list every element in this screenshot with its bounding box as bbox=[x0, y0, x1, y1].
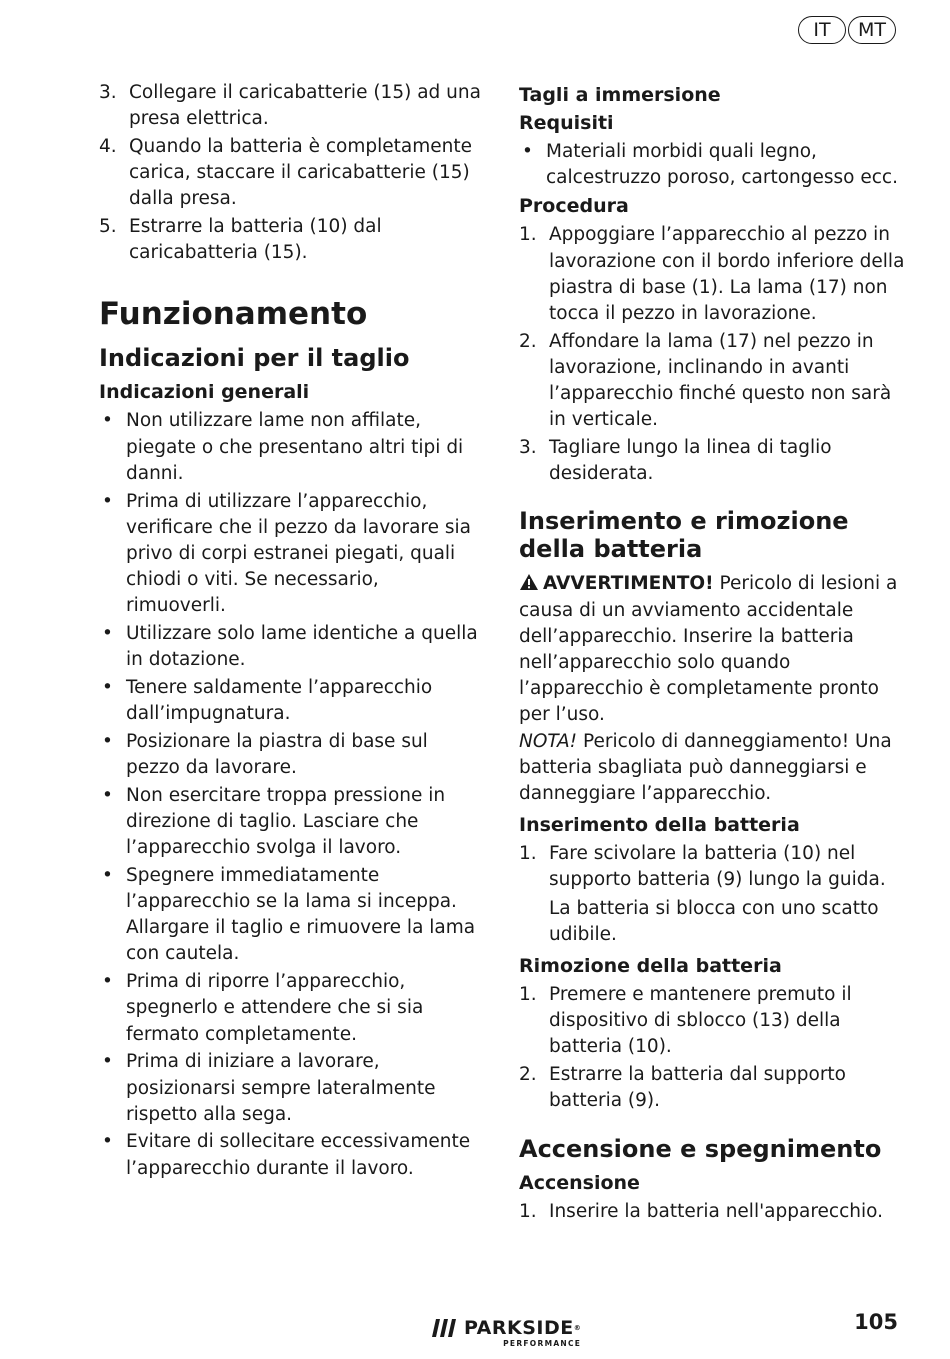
step-text: Estrarre la batteria (10) dal caricabatteria (15). bbox=[129, 216, 382, 264]
list-item: • Spegnere immediatamente l’apparecchio se la lama si inceppa. Allargare il taglio e rimuovere la lama con cautela. bbox=[99, 863, 484, 968]
step-number: 1. bbox=[519, 843, 537, 865]
step-text: Quando la batteria è completamente carica, staccare il caricabatterie (15) dalla presa. bbox=[129, 135, 472, 210]
language-badges bbox=[798, 16, 896, 44]
warning-paragraph bbox=[519, 571, 909, 728]
list-item bbox=[519, 222, 909, 327]
list-item: • Non utilizzare lame non affilate, piegate o che presentano altri tipi di danni. bbox=[99, 408, 484, 487]
section-title: Funzionamento bbox=[99, 296, 368, 333]
list-item: • Tenere saldamente l’apparecchio dall’impugnatura. bbox=[99, 675, 484, 727]
list-item: • Prima di riporre l’apparecchio, spegnerlo e attendere che si sia fermato completamente. bbox=[99, 969, 484, 1048]
list-item bbox=[519, 841, 909, 893]
remove-list bbox=[519, 982, 909, 1115]
list-item: • Evitare di sollecitare eccessivamente l’apparecchio durante il lavoro. bbox=[99, 1129, 484, 1181]
on-heading: Accensione bbox=[519, 1171, 640, 1194]
note-label: NOTA! bbox=[519, 730, 578, 752]
list-item bbox=[99, 80, 484, 132]
parkside-logo bbox=[432, 1318, 581, 1348]
requirements-list bbox=[519, 139, 909, 191]
procedure-heading: Procedura bbox=[519, 195, 629, 218]
list-item: • Utilizzare solo lame identiche a quella in dotazione. bbox=[99, 621, 484, 673]
step-number: 4. bbox=[99, 135, 117, 157]
requirements-heading: Requisiti bbox=[519, 112, 614, 134]
list-item bbox=[99, 214, 484, 266]
list-item: • Materiali morbidi quali legno, calcestruzzo poroso, cartongesso ecc. bbox=[519, 139, 909, 191]
on-list bbox=[519, 1199, 909, 1225]
step-number: 3. bbox=[99, 82, 117, 103]
insert-result: La batteria si blocca con uno scatto udibile. bbox=[549, 897, 879, 945]
lang-badge-it: IT bbox=[798, 16, 846, 44]
insert-heading: Inserimento della batteria bbox=[519, 814, 800, 837]
general-bullets-list bbox=[99, 408, 484, 1181]
step-text: Premere e mantenere premuto il dispositivo di sblocco (13) della batteria (10). bbox=[549, 984, 852, 1058]
step-text: Inserire la batteria nell'apparecchio. bbox=[549, 1200, 883, 1222]
list-item: • Prima di iniziare a lavorare, posizionarsi sempre lateralmente rispetto alla sega. bbox=[99, 1049, 484, 1128]
step-number: 1. bbox=[519, 984, 537, 1006]
note-text: Pericolo di danneggiamento! Una batteria sbagliata può danneggiarsi e danneggiare l’apparecchio. bbox=[519, 730, 892, 805]
subsection-title: Indicazioni per il taglio bbox=[99, 344, 410, 373]
procedure-list bbox=[519, 222, 909, 487]
list-item bbox=[519, 1062, 909, 1114]
list-item bbox=[99, 134, 484, 213]
slash-stripes-icon bbox=[432, 1319, 458, 1337]
brand-subtitle: PERFORMANCE bbox=[503, 1339, 582, 1348]
registered-mark: ® bbox=[573, 1324, 582, 1332]
page-number: 105 bbox=[854, 1310, 898, 1334]
step-text: Appoggiare l’apparecchio al pezzo in lavorazione con il bordo inferiore della piastra di base (1). La lama (17) non tocca il pezzo in lavorazione. bbox=[549, 224, 905, 325]
onoff-section-title: Accensione e spegnimento bbox=[519, 1134, 882, 1163]
note-paragraph bbox=[519, 729, 909, 808]
battery-section-title: Inserimento e rimozione della batteria bbox=[519, 507, 849, 564]
step-number: 2. bbox=[519, 330, 537, 352]
left-column bbox=[99, 80, 484, 1183]
remove-heading: Rimozione della batteria bbox=[519, 955, 782, 978]
list-item: • Prima di utilizzare l’apparecchio, verificare che il pezzo da lavorare sia privo di corpi estranei piegati, quali chiodi o viti. Se necessario, rimuoverli. bbox=[99, 489, 484, 620]
list-item bbox=[519, 982, 909, 1061]
step-text: Collegare il caricabatterie (15) ad una presa elettrica. bbox=[129, 82, 481, 130]
step-number: 5. bbox=[99, 216, 117, 238]
brand-name: PARKSIDE® bbox=[464, 1317, 582, 1339]
insert-list bbox=[519, 841, 909, 893]
list-item bbox=[519, 435, 909, 487]
list-item: • Non esercitare troppa pressione in direzione di taglio. Lasciare che l’apparecchio svolga il lavoro. bbox=[99, 783, 484, 862]
list-item: • Posizionare la piastra di base sul pezzo da lavorare. bbox=[99, 729, 484, 781]
right-column bbox=[519, 80, 909, 1226]
step-text: Fare scivolare la batteria (10) nel supporto batteria (9) lungo la guida. bbox=[549, 843, 886, 891]
step-text: Affondare la lama (17) nel pezzo in lavorazione, inclinando in avanti l’apparecchio finché questo non sarà in verticale. bbox=[549, 330, 892, 431]
step-number: 2. bbox=[519, 1064, 537, 1086]
step-number: 1. bbox=[519, 224, 537, 246]
step-number: 1. bbox=[519, 1200, 537, 1222]
list-item bbox=[519, 1199, 909, 1225]
charging-steps-list bbox=[99, 80, 484, 266]
step-text: Estrarre la batteria dal supporto batteria (9). bbox=[549, 1064, 847, 1112]
list-item bbox=[519, 329, 909, 434]
step-number: 3. bbox=[519, 437, 537, 459]
step-text: Tagliare lungo la linea di taglio desiderata. bbox=[549, 437, 832, 485]
warning-text: Pericolo di lesioni a causa di un avviamento accidentale dell’apparecchio. Inserire la batteria nell’apparecchio solo quando l’apparecchio è completamente pronto per l’uso. bbox=[519, 573, 898, 726]
general-heading: Indicazioni generali bbox=[99, 381, 310, 404]
warning-triangle-icon bbox=[519, 573, 539, 591]
warning-label: AVVERTIMENTO! bbox=[543, 573, 714, 595]
plunge-heading: Tagli a immersione bbox=[519, 84, 721, 106]
lang-badge-mt: MT bbox=[848, 16, 896, 44]
